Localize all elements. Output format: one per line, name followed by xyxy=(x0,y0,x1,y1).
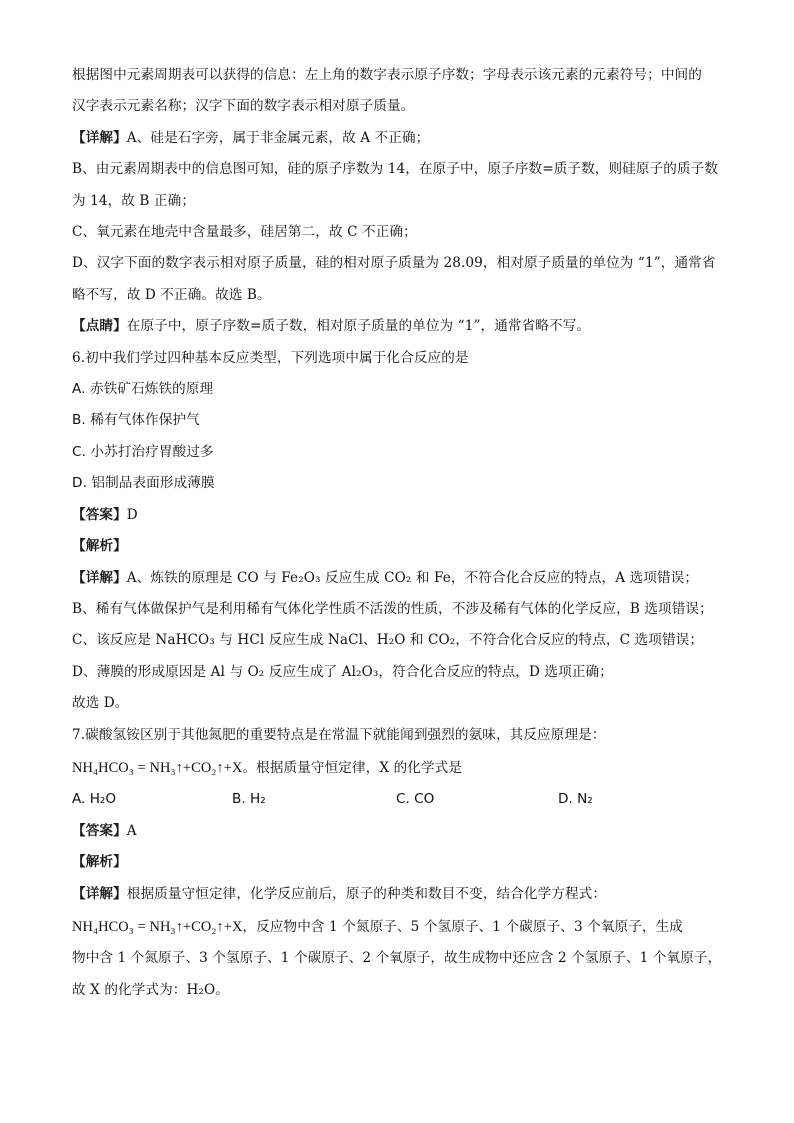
q6-analysis xyxy=(72,531,732,562)
q7-option-d: D. N₂ xyxy=(558,791,593,808)
q7-options xyxy=(72,784,732,815)
q7-detail-equation: NH₄HCO₃ = NH₃↑+CO₂↑+X xyxy=(72,918,243,935)
q7-option-c: C. CO xyxy=(396,791,435,808)
detail-tag: 【详解】 xyxy=(72,885,127,902)
q6-option-d: D. 铝制品表面形成薄膜 xyxy=(72,475,215,492)
q5-detail-a xyxy=(72,123,732,154)
q7-detail-2: ，反应物中含 1 个氮原子、5 个氢原子、1 个碳原子、3 个氧原子，生成 xyxy=(242,918,683,935)
answer-tag: 【答案】 xyxy=(72,822,127,839)
q7-stem: 7.碳酸氢铵区别于其他氮肥的重要特点是在常温下就能闻到强烈的氨味，其反应原理是： xyxy=(72,726,606,743)
q6-answer-value: D xyxy=(126,506,138,523)
q7-detail-equation-line xyxy=(72,912,732,943)
q7-detail-3: 物中含 1 个氮原子、3 个氢原子、1 个碳原子、2 个氧原子，故生成物中还应含 2 个氢原子、1 个氧原子， xyxy=(72,950,722,967)
analysis-tag: 【解析】 xyxy=(72,854,127,871)
q5-detail-c: C、氧元素在地壳中含量最多，硅居第二，故 C 不正确； xyxy=(72,224,417,241)
point-tag: 【点睛】 xyxy=(72,318,127,335)
analysis-tag: 【解析】 xyxy=(72,538,127,555)
q7-analysis xyxy=(72,847,732,878)
q5-detail-b2: 为 14，故 B 正确； xyxy=(72,192,196,209)
q7-option-b: B. H₂ xyxy=(232,791,266,808)
q7-stem-equation-line xyxy=(72,753,732,784)
q7-answer-value: A xyxy=(126,822,137,839)
q7-equation: NH₄HCO₃ = NH₃↑+CO₂↑+X xyxy=(72,759,243,776)
q6-detail-c: C、该反应是 NaHCO₃ 与 HCl 反应生成 NaCl、H₂O 和 CO₂，不符合化合反应的特点，C 选项错误； xyxy=(72,632,704,649)
q7-stem-tail: 。根据质量守恒定律，X 的化学式是 xyxy=(242,759,463,776)
q6-detail-d: D、薄膜的形成原因是 Al 与 O₂ 反应生成了 Al₂O₃，符合化合反应的特点，D 选项正确； xyxy=(72,663,613,680)
q6-detail-a xyxy=(72,563,732,594)
document-page xyxy=(72,60,732,1006)
q5-point-text: 在原子中，原子序数=质子数，相对原子质量的单位为 “1”，通常省略不写。 xyxy=(126,318,591,335)
q6-option-c: C. 小苏打治疗胃酸过多 xyxy=(72,443,214,460)
q6-conclusion: 故选 D。 xyxy=(72,695,129,712)
q5-point xyxy=(72,311,732,342)
detail-tag: 【详解】 xyxy=(72,569,127,586)
answer-tag: 【答案】 xyxy=(72,506,127,523)
q5-detail-b1: B、由元素周期表中的信息图可知，硅的原子序数为 14，在原子中，原子序数=质子数，则硅原子的质子数 xyxy=(72,161,719,178)
q7-answer xyxy=(72,816,732,847)
intro-line-2: 汉字表示元素名称；汉字下面的数字表示相对原子质量。 xyxy=(72,98,415,115)
q7-option-a: A. H₂O xyxy=(72,791,117,808)
q5-detail-a-text: A、硅是石字旁，属于非金属元素，故 A 不正确； xyxy=(126,129,430,146)
q6-answer xyxy=(72,500,732,531)
q7-detail-1 xyxy=(72,879,732,910)
q7-detail-1-text: 根据质量守恒定律，化学反应前后，原子的种类和数目不变，结合化学方程式： xyxy=(126,885,607,902)
detail-tag: 【详解】 xyxy=(72,129,127,146)
q6-option-a: A. 赤铁矿石炼铁的原理 xyxy=(72,381,214,398)
q7-detail-4: 故 X 的化学式为：H₂O。 xyxy=(72,981,229,998)
q5-detail-d1: D、汉字下面的数字表示相对原子质量，硅的相对原子质量为 28.09，相对原子质量的单位为 “1”，通常省 xyxy=(72,255,716,272)
q6-detail-b: B、稀有气体做保护气是利用稀有气体化学性质不活泼的性质，不涉及稀有气体的化学反应，B 选项错误； xyxy=(72,600,713,617)
q6-detail-a-text: A、炼铁的原理是 CO 与 Fe₂O₃ 反应生成 CO₂ 和 Fe，不符合化合反应的特点，A 选项错误； xyxy=(126,569,699,586)
q6-option-b: B. 稀有气体作保护气 xyxy=(72,412,200,429)
q6-stem: 6.初中我们学过四种基本反应类型，下列选项中属于化合反应的是 xyxy=(72,349,469,366)
intro-line-1: 根据图中元素周期表可以获得的信息：左上角的数字表示原子序数；字母表示该元素的元素符号；中间的 xyxy=(72,67,702,83)
q5-detail-d2: 略不写，故 D 不正确。故选 B。 xyxy=(72,286,271,303)
